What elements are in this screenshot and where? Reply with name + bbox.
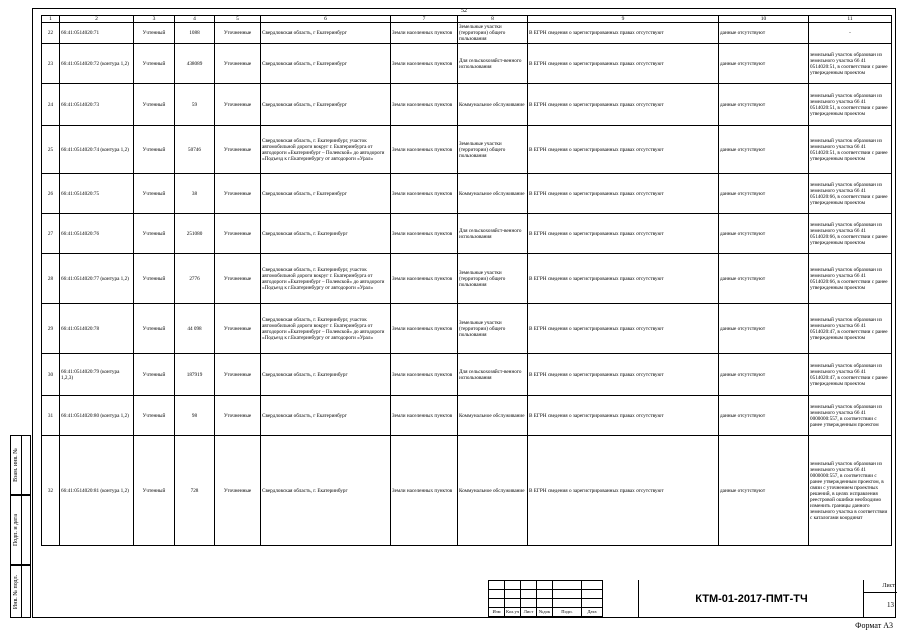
land-category-cell: Земли населенных пунктов xyxy=(391,436,458,546)
rightholders-cell: данные отсутствуют xyxy=(719,254,809,304)
cadastral-number-cell: 66:41:0514020:79 (контура 1,2,3) xyxy=(60,354,134,396)
rightholders-cell: данные отсутствуют xyxy=(719,174,809,214)
column-number: 8 xyxy=(458,16,528,23)
cadastral-number-cell: 66:41:0514020:75 xyxy=(60,174,134,214)
stamp-header: Изм xyxy=(489,608,505,617)
area-cell: 38 xyxy=(175,174,215,214)
page-number: 52 xyxy=(461,8,467,14)
status-cell: Учтенный xyxy=(134,126,175,174)
side-stamp xyxy=(10,495,31,565)
address-cell: Свердловская область, г. Екатеринбург xyxy=(261,354,391,396)
column-number: 6 xyxy=(261,16,391,23)
row-number-cell: 29 xyxy=(42,304,60,354)
status-cell: Учтенный xyxy=(134,44,175,84)
rights-cell: В ЕГРН сведения о зарегистрированных правах отсутствуют xyxy=(528,396,719,436)
column-number: 10 xyxy=(719,16,809,23)
stamp-header: Кол.уч xyxy=(505,608,521,617)
rightholders-cell: данные отсутствуют xyxy=(719,304,809,354)
note-cell: земельный участок образован из земельного участка 66 41 0514020:51, в соответствии с ранее утвержденным проектом xyxy=(809,44,892,84)
permitted-use-cell: Для сельскохозяйст-венного использования xyxy=(458,44,528,84)
rightholders-cell: данные отсутствуют xyxy=(719,44,809,84)
table-row xyxy=(42,396,892,436)
rightholders-cell: данные отсутствуют xyxy=(719,84,809,126)
area-type-cell: Уточненные xyxy=(215,254,261,304)
table-row xyxy=(42,23,892,44)
land-category-cell: Земли населенных пунктов xyxy=(391,254,458,304)
row-number-cell: 22 xyxy=(42,23,60,44)
permitted-use-cell: Коммунальное обслуживание xyxy=(458,84,528,126)
side-stamp xyxy=(10,565,31,618)
land-plots-table xyxy=(41,15,892,546)
area-cell: 187919 xyxy=(175,354,215,396)
column-number: 4 xyxy=(175,16,215,23)
rights-cell: В ЕГРН сведения о зарегистрированных правах отсутствуют xyxy=(528,126,719,174)
permitted-use-cell: Земельные участки (территории) общего пользования xyxy=(458,23,528,44)
area-type-cell: Уточненные xyxy=(215,126,261,174)
side-stamp xyxy=(10,435,31,495)
land-category-cell: Земли населенных пунктов xyxy=(391,304,458,354)
area-type-cell: Уточненные xyxy=(215,354,261,396)
table-row xyxy=(42,304,892,354)
address-cell: Свердловская область, г Екатеринбург xyxy=(261,44,391,84)
row-number-cell: 26 xyxy=(42,174,60,214)
table-row xyxy=(42,254,892,304)
document-code: КТМ-01-2017-ПМТ-ТЧ xyxy=(638,580,864,618)
status-cell: Учтенный xyxy=(134,254,175,304)
table-row xyxy=(42,44,892,84)
column-number: 9 xyxy=(528,16,719,23)
rightholders-cell: данные отсутствуют xyxy=(719,354,809,396)
cadastral-number-cell: 66:41:0514020:76 xyxy=(60,214,134,254)
note-cell: земельный участок образован из земельного участка 66 41 0514020:51, в соответствии с ранее утвержденным проектом xyxy=(809,126,892,174)
row-number-cell: 24 xyxy=(42,84,60,126)
rights-cell: В ЕГРН сведения о зарегистрированных правах отсутствуют xyxy=(528,354,719,396)
cadastral-number-cell: 66:41:0514020:74 (контура 1,2) xyxy=(60,126,134,174)
cadastral-number-cell: 66:41:0514020:78 xyxy=(60,304,134,354)
land-category-cell: Земли населенных пунктов xyxy=(391,23,458,44)
row-number-cell: 30 xyxy=(42,354,60,396)
permitted-use-cell: Для сельскохозяйст-венного использования xyxy=(458,214,528,254)
note-cell: земельный участок образован из земельного участка 66 41 0514020:66, в соответствии с ранее утвержденным проектом xyxy=(809,214,892,254)
cadastral-number-cell: 66:41:0514020:80 (контура 1,2) xyxy=(60,396,134,436)
rightholders-cell: данные отсутствуют xyxy=(719,396,809,436)
area-cell: 2776 xyxy=(175,254,215,304)
land-category-cell: Земли населенных пунктов xyxy=(391,44,458,84)
area-type-cell: Уточненные xyxy=(215,214,261,254)
address-cell: Свердловская область, г. Екатеринбург, участок автомобильной дороги вокруг г. Екатеринбурга от автодороги «Екатеринбург – Полевской» до автодороги «Подъезд к г.Екатеринбургу от автодороги «Урал» xyxy=(261,304,391,354)
permitted-use-cell: Земельные участки (территории) общего пользования xyxy=(458,254,528,304)
area-cell: 1088 xyxy=(175,23,215,44)
sheet-box xyxy=(863,580,897,618)
status-cell: Учтенный xyxy=(134,214,175,254)
rights-cell: В ЕГРН сведения о зарегистрированных правах отсутствуют xyxy=(528,84,719,126)
area-type-cell: Уточненные xyxy=(215,84,261,126)
permitted-use-cell: Земельные участки (территории) общего пользования xyxy=(458,304,528,354)
table-row xyxy=(42,214,892,254)
permitted-use-cell: Коммунальное обслуживание xyxy=(458,436,528,546)
area-cell: 98 xyxy=(175,396,215,436)
rights-cell: В ЕГРН сведения о зарегистрированных правах отсутствуют xyxy=(528,214,719,254)
cadastral-number-cell: 66:41:0514020:71 xyxy=(60,23,134,44)
address-cell: Свердловская область, г. Екатеринбург, участок автомобильной дороги вокруг г. Екатеринбурга от автодороги «Екатеринбург – Полевской» до автодороги «Подъезд к г.Екатеринбургу от автодороги «Урал» xyxy=(261,254,391,304)
column-number-row xyxy=(42,16,892,23)
title-block xyxy=(488,580,896,618)
address-cell: Свердловская область, г. Екатеринбург xyxy=(261,436,391,546)
rights-cell: В ЕГРН сведения о зарегистрированных правах отсутствуют xyxy=(528,436,719,546)
note-cell: земельный участок образован из земельного участка 66 41 0000000:557, в соответствии с ранее утвержденным проектом xyxy=(809,396,892,436)
row-number-cell: 27 xyxy=(42,214,60,254)
land-category-cell: Земли населенных пунктов xyxy=(391,174,458,214)
rights-cell: В ЕГРН сведения о зарегистрированных правах отсутствуют xyxy=(528,174,719,214)
address-cell: Свердловская область, г Екатеринбург xyxy=(261,174,391,214)
area-cell: 438089 xyxy=(175,44,215,84)
permitted-use-cell: Земельные участки (территории) общего пользования xyxy=(458,126,528,174)
status-cell: Учтенный xyxy=(134,23,175,44)
row-number-cell: 28 xyxy=(42,254,60,304)
land-category-cell: Земли населенных пунктов xyxy=(391,126,458,174)
rightholders-cell: данные отсутствуют xyxy=(719,214,809,254)
rightholders-cell: данные отсутствуют xyxy=(719,436,809,546)
area-type-cell: Уточненные xyxy=(215,174,261,214)
sheet-label: Лист xyxy=(864,580,897,593)
table-row xyxy=(42,354,892,396)
rightholders-cell: данные отсутствуют xyxy=(719,126,809,174)
row-number-cell: 23 xyxy=(42,44,60,84)
column-number: 3 xyxy=(134,16,175,23)
area-type-cell: Уточненные xyxy=(215,23,261,44)
stamp-header: №док xyxy=(537,608,553,617)
note-cell: земельный участок образован из земельного участка 66 41 0514020:51, в соответствии с ранее утвержденным проектом xyxy=(809,84,892,126)
table-row xyxy=(42,84,892,126)
area-cell: 251080 xyxy=(175,214,215,254)
area-type-cell: Уточненные xyxy=(215,396,261,436)
row-number-cell: 25 xyxy=(42,126,60,174)
stamp-header: Лист xyxy=(521,608,537,617)
note-cell: земельный участок образован из земельного участка 66 41 0514020:47, в соответствии с ранее утвержденным проектом xyxy=(809,354,892,396)
side-label: Взам. инв. № xyxy=(13,448,19,482)
column-number: 7 xyxy=(391,16,458,23)
status-cell: Учтенный xyxy=(134,304,175,354)
area-cell: 59 xyxy=(175,84,215,126)
column-number: 5 xyxy=(215,16,261,23)
revision-grid xyxy=(488,580,603,617)
row-number-cell: 31 xyxy=(42,396,60,436)
address-cell: Свердловская область, г Екатеринбург xyxy=(261,84,391,126)
area-cell: 728 xyxy=(175,436,215,546)
status-cell: Учтенный xyxy=(134,354,175,396)
note-cell: земельный участок образован из земельного участка 66 41 0514020:66, в соответствии с ранее утвержденным проектом xyxy=(809,254,892,304)
status-cell: Учтенный xyxy=(134,84,175,126)
cadastral-number-cell: 66:41:0514020:81 (контура 1,2) xyxy=(60,436,134,546)
column-number: 11 xyxy=(809,16,892,23)
column-number: 1 xyxy=(42,16,60,23)
permitted-use-cell: Для сельскохозяйст-венного использования xyxy=(458,354,528,396)
stamp-header: Подп. xyxy=(553,608,582,617)
area-type-cell: Уточненные xyxy=(215,436,261,546)
permitted-use-cell: Коммунальное обслуживание xyxy=(458,396,528,436)
sheet-number: 13 xyxy=(887,601,894,609)
address-cell: Свердловская область, г Екатеринбург xyxy=(261,396,391,436)
land-category-cell: Земли населенных пунктов xyxy=(391,354,458,396)
side-label: Подп. и дата xyxy=(13,513,19,547)
note-cell: земельный участок образован из земельного участка 66 41 0514020:66, в соответствии с ранее утвержденным проектом xyxy=(809,174,892,214)
address-cell: Свердловская область, г. Екатеринбург, участок автомобильной дороги вокруг г. Екатеринбурга от автодороги «Екатеринбург – Полевской» до автодороги «Подъезд к г.Екатеринбургу от автодороги «Урал» xyxy=(261,126,391,174)
area-cell: 50746 xyxy=(175,126,215,174)
cadastral-number-cell: 66:41:0514020:72 (контура 1,2) xyxy=(60,44,134,84)
area-type-cell: Уточненные xyxy=(215,44,261,84)
stamp-header: Дата xyxy=(582,608,603,617)
address-cell: Свердловская область, г. Екатеринбург xyxy=(261,214,391,254)
land-category-cell: Земли населенных пунктов xyxy=(391,396,458,436)
rights-cell: В ЕГРН сведения о зарегистрированных правах отсутствуют xyxy=(528,44,719,84)
status-cell: Учтенный xyxy=(134,396,175,436)
area-cell: 44 098 xyxy=(175,304,215,354)
format-label: Формат А3 xyxy=(855,621,893,630)
note-cell: земельный участок образован из земельного участка 66 41 0000000:557, в соответствии с ранее утвержденным проектом, в связи с уточнением проектных решений, в целях исправления реестровой ошибки необходимо изменить границы данного земельного участка в соответствии с каталогами координат xyxy=(809,436,892,546)
cadastral-number-cell: 66:41:0514020:73 xyxy=(60,84,134,126)
rights-cell: В ЕГРН сведения о зарегистрированных правах отсутствуют xyxy=(528,23,719,44)
table-row xyxy=(42,174,892,214)
land-category-cell: Земли населенных пунктов xyxy=(391,84,458,126)
status-cell: Учтенный xyxy=(134,174,175,214)
rights-cell: В ЕГРН сведения о зарегистрированных правах отсутствуют xyxy=(528,304,719,354)
note-cell: - xyxy=(809,23,892,44)
address-cell: Свердловская область, г Екатеринбург xyxy=(261,23,391,44)
area-type-cell: Уточненные xyxy=(215,304,261,354)
table-row xyxy=(42,436,892,546)
permitted-use-cell: Коммунальное обслуживание xyxy=(458,174,528,214)
status-cell: Учтенный xyxy=(134,436,175,546)
rightholders-cell: данные отсутствуют xyxy=(719,23,809,44)
row-number-cell: 32 xyxy=(42,436,60,546)
cadastral-number-cell: 66:41:0514020:77 (контура 1,2) xyxy=(60,254,134,304)
rights-cell: В ЕГРН сведения о зарегистрированных правах отсутствуют xyxy=(528,254,719,304)
land-category-cell: Земли населенных пунктов xyxy=(391,214,458,254)
side-label: Инв. № подл. xyxy=(13,574,19,609)
note-cell: земельный участок образован из земельного участка 66 41 0514020:47, в соответствии с ранее утвержденным проектом xyxy=(809,304,892,354)
column-number: 2 xyxy=(60,16,134,23)
table-row xyxy=(42,126,892,174)
